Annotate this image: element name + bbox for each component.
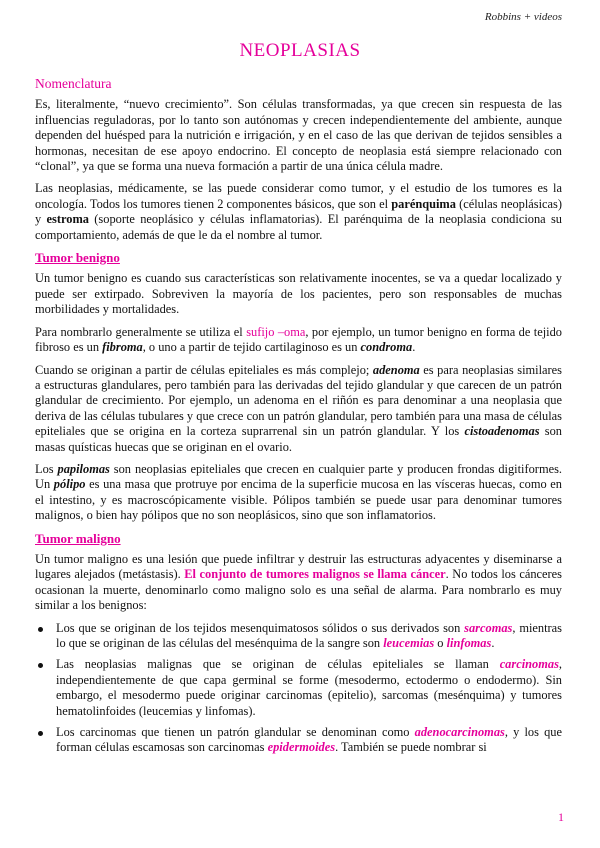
term-adenoma: adenoma [372,362,420,377]
term-epidermoides: epidermoides [267,740,336,755]
list-item: Las neoplasias malignas que se originan de células epiteliales se llaman carcinomas, independientemente de que capa germinal se forme (mesodermo, ectodermo o endodermo). Sin embargo, el mesodermo puede originar carcinomas (epitelio), sarcomas (mesénquima) y tumores hematolinfoides (leucemias y linfomas). [35,657,562,719]
term-carcinomas: carcinomas [499,657,559,672]
list-item: Los que se originan de los tejidos mesenquimatosos sólidos o sus derivados son sarcomas, mientras lo que se originan de las células del mesénquima de la sangre son leucemias o linfomas. [35,621,562,652]
benigno-paragraph-1: Un tumor benigno es cuando sus características son relativamente inocentes, se va a quedar localizado y puede ser extirpado. Sobreviven la mayoría de los pacientes, pero son responsables de muchas morbilidades y mortalidades. [35,271,562,317]
term-condroma: condroma [360,340,413,355]
term-papilomas: papilomas [57,461,110,476]
nomenclatura-paragraph-1: Es, literalmente, “nuevo crecimiento”. Son células transformadas, ya que crecen sin respuesta de las influencias reguladoras, por lo tanto son autónomas y crecen independientemente del ambiente, aunque dependen del huésped para la nutrición e irrigación, y en el caso de las que derivan de tejidos sensibles a hormonas, necesitan de ese apoyo endocrino. El concepto de neoplasia está siempre relacionado con “clonal”, ya que se forma una nueva formación a partir de una única célula madre. [35,97,562,174]
maligno-bullet-list [35,621,562,756]
nomenclatura-paragraph-2: Las neoplasias, médicamente, se las puede considerar como tumor, y el estudio de los tumores es la oncología. Todos los tumores tienen 2 componentes básicos, que son el parénquima (células neoplásicas) y estroma (soporte neoplásico y células inflamatorias). El parénquima de la neoplasia condiciona su comportamiento, además de que le da el nombre al tumor. [35,181,562,242]
document-body [35,76,562,762]
benigno-paragraph-3: Cuando se originan a partir de células epiteliales es más complejo; adenoma es para neoplasias similares a estructuras glandulares, pero también para las derivadas del tejido glandular y que carecen de un patrón glandular de crecimiento. Por ejemplo, un adenoma en el riñón es para denominar a una neoplasia que deriva de las células tubulares y que crece con un patrón glandular, pero también para una masa de células epiteliales que se origina en la corteza suprarrenal sin un patrón glandular. Y los cistoadenomas son masas quísticas huecas que se originan en el ovario. [35,362,563,454]
section-heading-nomenclatura: Nomenclatura [35,76,112,91]
term-adenocarcinomas: adenocarcinomas [414,725,505,740]
header-source: Robbins + videos [484,11,562,23]
benigno-paragraph-2: Para nombrarlo generalmente se utiliza el sufijo –oma, por ejemplo, un tumor benigno en forma de tejido fibroso es un fibroma, o uno a partir de tejido cartilaginoso es un condroma. [35,324,562,355]
maligno-paragraph-1: Un tumor maligno es una lesión que puede infiltrar y destruir las estructuras adyacentes y diseminarse a lugares alejados (metástasis). El conjunto de tumores malignos se llama cáncer. No todos los cánceres ocasionan la muerte, denominarlo como maligno solo es una señal de alarma. Para nombrarlo es muy similar a los benignos: [35,551,562,613]
term-sarcomas: sarcomas [464,620,513,635]
page-title: NEOPLASIAS [239,40,361,61]
section-heading-tumor-maligno: Tumor maligno [35,530,121,546]
term-fibroma: fibroma [102,340,143,355]
bullet-dot-icon [38,663,43,668]
bullet-dot-icon [38,731,43,736]
term-polipo: pólipo [53,477,86,492]
term-sufijo-oma: sufijo –oma [246,324,306,339]
term-linfomas: linfomas [446,636,492,650]
page-number: 1 [558,810,564,824]
section-heading-tumor-benigno: Tumor benigno [35,250,120,266]
term-cistoadenomas: cistoadenomas [464,424,540,439]
benigno-paragraph-4: Los papilomas son neoplasias epiteliales que crecen en cualquier parte y producen frondas digitiformes. Un pólipo es una masa que protruye por encima de la superficie mucosa en las vísceras huecas, como en el intestino, y es macroscópicamente visible. Pólipos también se puede usar para denominar tumores malignos, o bien hay pólipos que no son neoplásicos, sino que son inflamatorios. [35,461,562,523]
bullet-dot-icon [38,627,43,632]
list-item: Los carcinomas que tienen un patrón glandular se denominan como adenocarcinomas, y los que forman células escamosas son carcinomas epidermoides. También se puede nombrar si [35,725,562,756]
term-parenquima: parénquima [391,196,456,211]
term-cancer: El conjunto de tumores malignos se llama cáncer [184,567,446,582]
term-leucemias: leucemias [383,636,435,650]
term-estroma: estroma [46,212,89,227]
